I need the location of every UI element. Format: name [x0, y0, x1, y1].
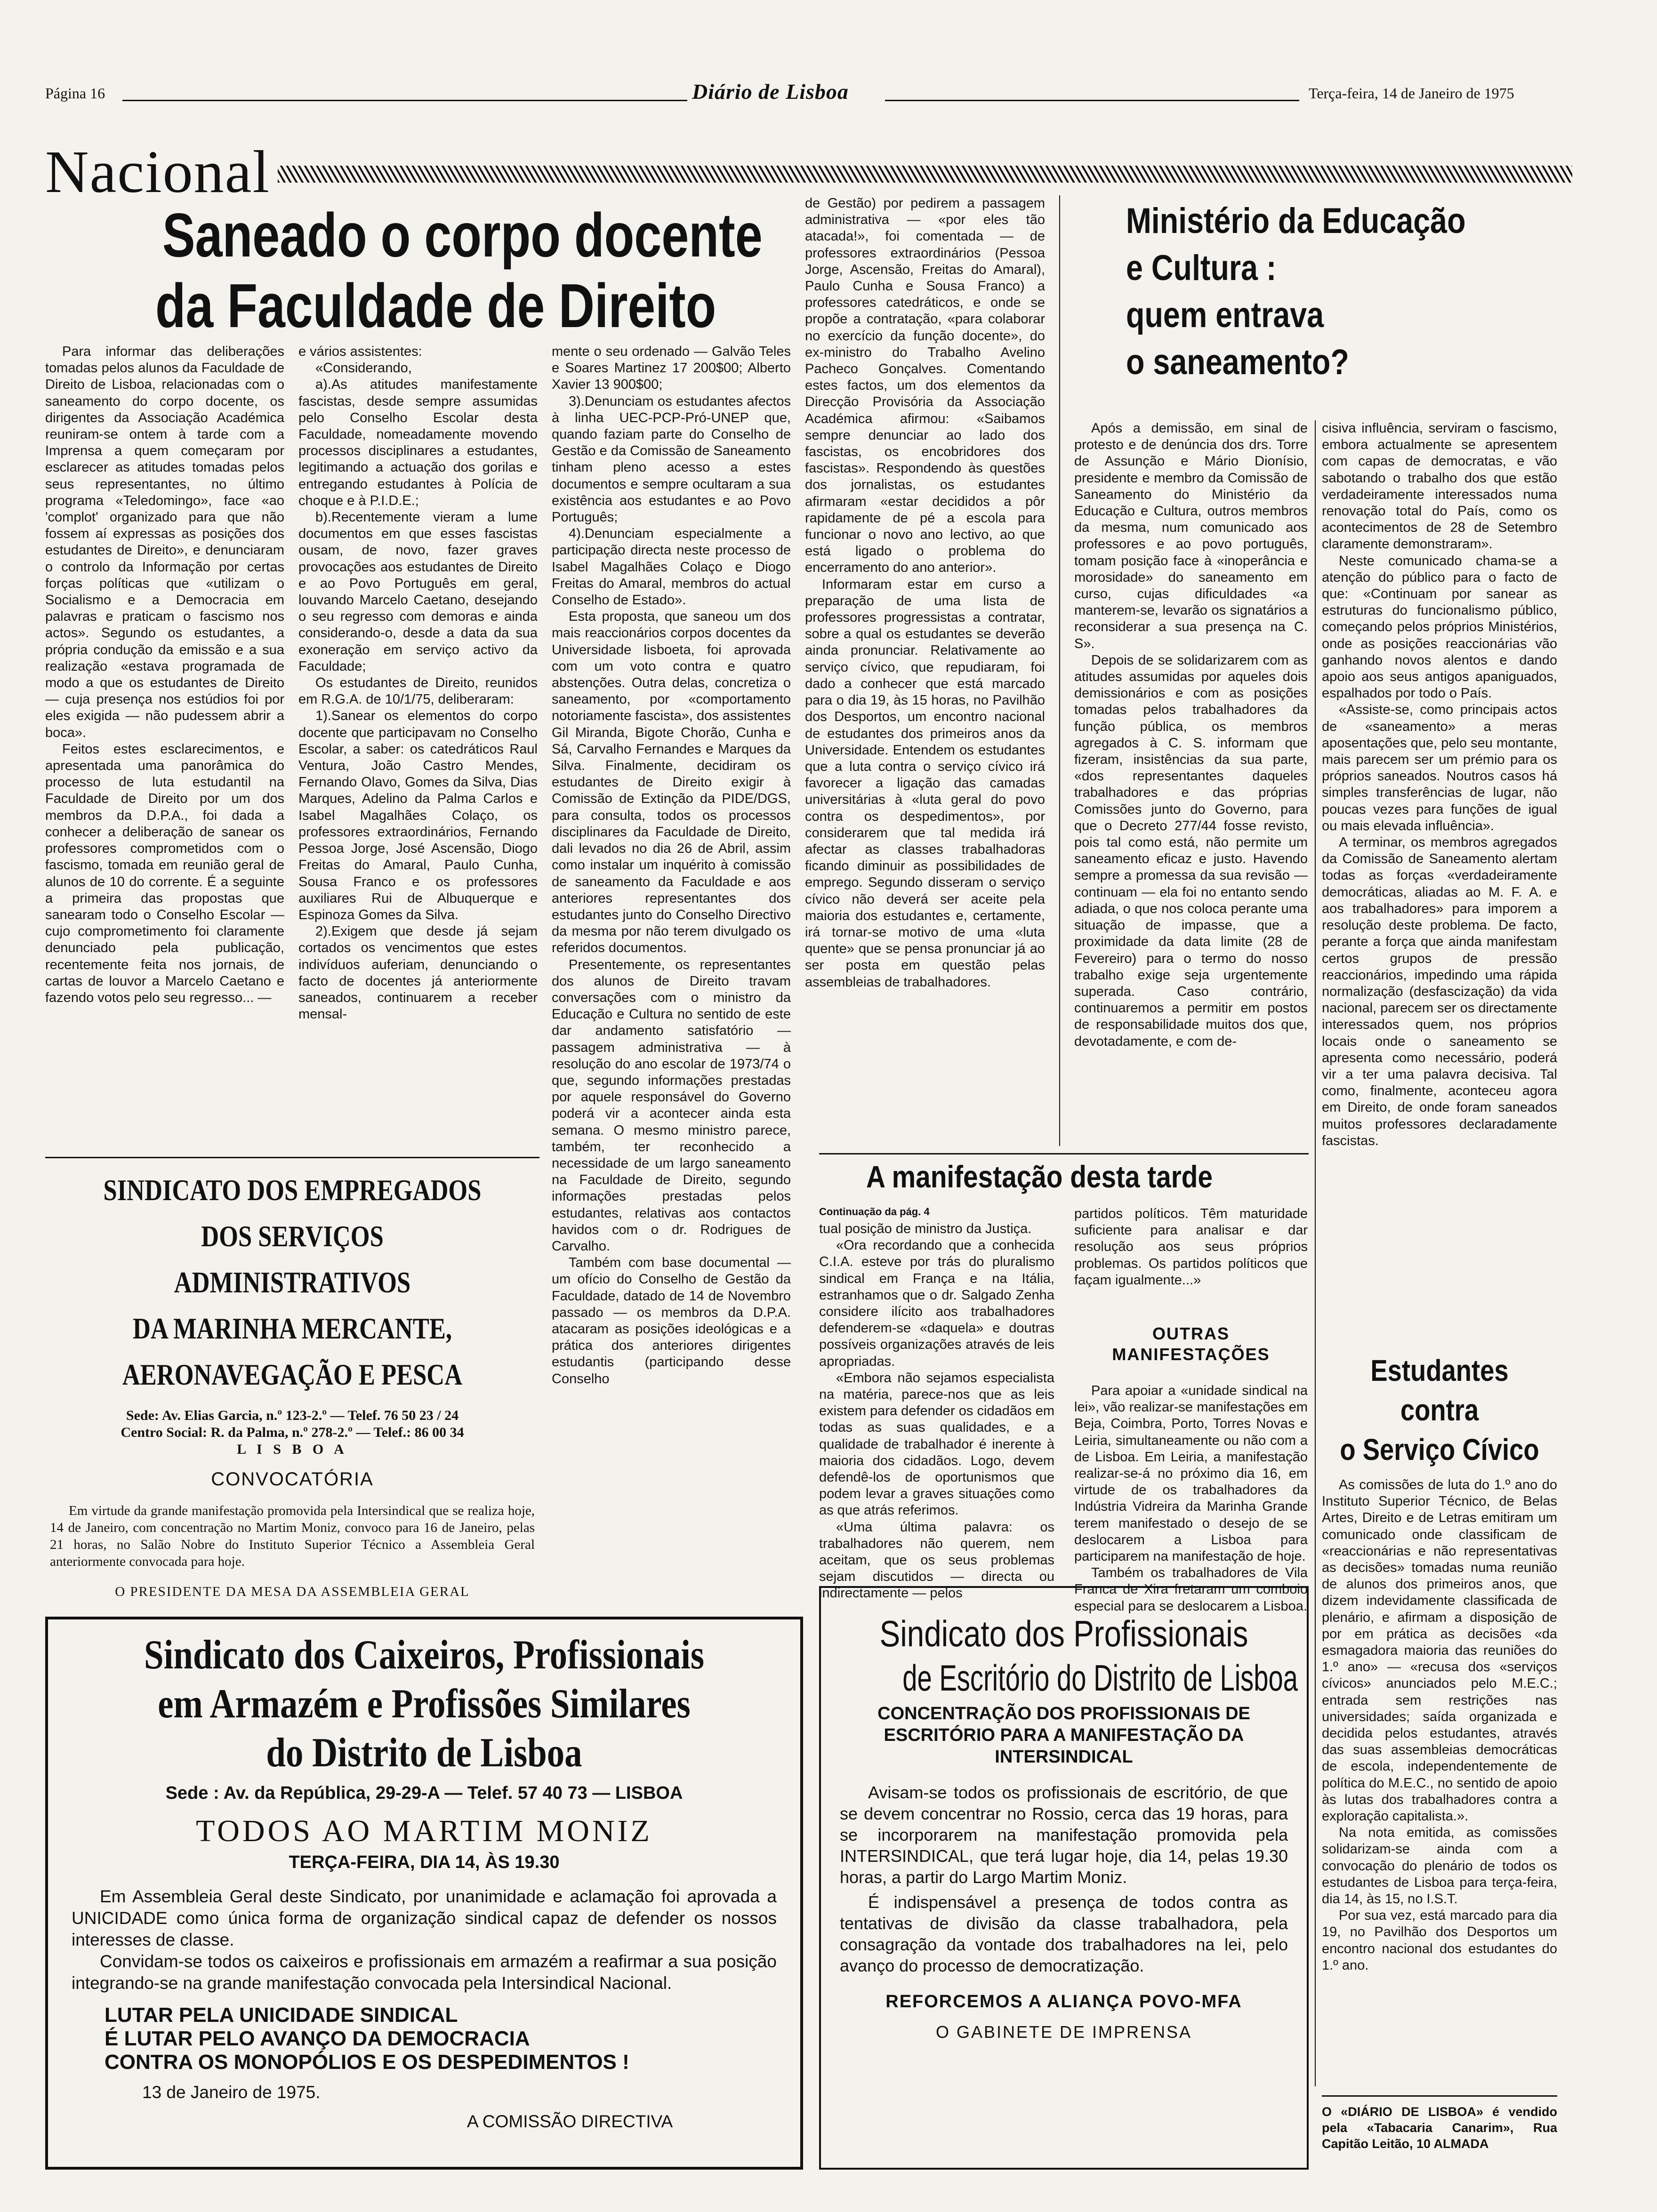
caixeiros-date: 13 de Janeiro de 1975. [142, 2083, 321, 2102]
masthead: Diário de Lisboa [692, 80, 849, 104]
caixeiros-ad [45, 1617, 803, 2170]
caixeiros-sede: Sede : Av. da República, 29-29-A — Telef. 57 40 73 — LISBOA [165, 1783, 683, 1803]
escritorio-body1: Avisam-se todos os profissionais de escritório, de que se devem concentrar no Rossio, cerca das 19 horas, para se incorporarem na manifestação promovida pela INTERSINDICAL, que terá lugar hoje, dia 14, pelas 19.30 horas, a partir do Largo Martim Moniz. [840, 1783, 1288, 1887]
caixeiros-line1: Sindicato dos Caixeiros, Profissionais [144, 1632, 705, 1678]
caixeiros-slogan1: LUTAR PELA UNICIDADE SINDICAL [105, 2004, 458, 2027]
escritorio-slogan: REFORCEMOS A ALIANÇA POVO-MFA [885, 1992, 1242, 2012]
caixeiros-line3: do Distrito de Lisboa [266, 1730, 582, 1776]
tabacaria-notice: O «DIÁRIO DE LISBOA» é vendido pela «Tabacaria Canarim», Rua Capitão Leitão, 10 ALMADA [1322, 2105, 1557, 2151]
marinha-line2: DOS SERVIÇOS ADMINISTRATIVOS [174, 1219, 411, 1299]
main-headline-line2: da Faculdade de Direito [155, 271, 716, 340]
main-article-col4: de Gestão) por pedirem a passagem administrativa — «por eles tão atacada!», foi comentada — de professores extraordinários (Pessoa Jorge, Ascensão, Freitas do Amaral), Paulo Cunha e Sousa Franco) a professores catedráticos, e onde se propõe a contratação, «para colaborar no exercício da função docente», do ex-ministro do Trabalho Avelino Pacheco Gonçalves. Comentando estes factos, um dos elementos da Direcção Provisória da Associação Académica afirmou: «Saibamos sempre denunciar ao lado dos fascistas, os encobridores dos fascistas». Respondendo às questões dos jornalistas, os estudantes afirmaram «estar decididos a pôr rapidamente de pé a escola para funcionar o novo ano lectivo, ao que está ligado o problema do encerramento do ano anterior». Informaram estar em curso a preparação de uma lista de professores progressistas a contratar, sobre a qual os estudantes se deverão ainda pronunciar. Relativamente ao serviço cívico, que repudiaram, foi dado a conhecer que está marcado para o dia 19, às 15 horas, no Pavilhão dos Desportos, um encontro nacional de estudantes dos primeiros anos da Universidade. Entendem os estudantes que a luta contra o serviço cívico irá favorecer a ligação das camadas universitárias à «luta geral do povo contra os despedimentos», por considerarem que tal medida irá afectar as classes trabalhadoras ficando diminuir as possibilidades de emprego. Segundo disseram o serviço cívico não deverá ser aceite pela maioria dos estudantes e, certamente, irá tornar-se motivo de uma «luta quente» que se pensa pronunciar já ao ser posta em questão pelas assembleias de trabalhadores. [805, 196, 1045, 990]
marinha-sede: Sede: Av. Elias Garcia, n.º 123-2.º — Telef. 76 50 23 / 24 [126, 1408, 459, 1423]
section-title: Nacional [45, 138, 270, 205]
marinha-line3: DA MARINHA MERCANTE, [133, 1312, 452, 1345]
issue-date: Terça-feira, 14 de Janeiro de 1975 [1309, 85, 1514, 102]
caixeiros-subtitle: TERÇA-FEIRA, DIA 14, ÀS 19.30 [289, 1852, 560, 1872]
ministerio-headline: Ministério da Educação e Cultura : quem entrava o saneamento? [1126, 201, 1466, 382]
escritorio-signature: O GABINETE DE IMPRENSA [935, 2022, 1192, 2042]
main-article-col1: Para informar das deliberações tomadas pelos alunos da Faculdade de Direito de Lisboa, relacionadas com o saneamento do corpo docente, os dirigentes da Associação Académica reuniram-se ontem à tarde com a Imprensa a quem começaram por esclarecer as atitudes tomadas pelos seus representantes, no último programa «Teledomingo», face «ao 'complot' organizado para que não fossem aí expressas as posições dos estudantes de Direito», e denunciaram o controlo da Informação por certas forças políticas que «utilizam o Socialismo e a Democracia em palavras e praticam o fascismo nos actos». Segundo os estudantes, a própria condução da emissão e a sua realização «estava programada de modo a que os estudantes de Direito — cuja presença nos estúdios foi por eles exigida — não pudessem abrir a boca». Feitos estes esclarecimentos, e apresentada uma panorâmica do processo de luta estudantil na Faculdade de Direito por um dos membros da D.P.A., foi dada a conhecer a deliberação de sanear os professores comprometidos com o fascismo, tomada em reunião geral de alunos de 10 do corrente. É a seguinte a primeira das propostas que sanearam todo o Conselho Escolar — cujo comprometimento foi claramente denunciado pela publicação, recentemente feita nos jornais, de cartas de louvor a Marcelo Caetano e fazendo votos pelo seu regresso... — [45, 344, 284, 1005]
manifestacao-headline: A manifestação desta tarde [866, 1159, 1213, 1194]
marinha-line4: AERONAVEGAÇÃO E PESCA [122, 1358, 463, 1391]
main-headline-line1: Saneado o corpo docente [162, 200, 763, 270]
caixeiros-body2: Convidam-se todos os caixeiros e profissionais em armazém a reafirmar a sua posição integrando-se na grande manifestação convocada pela Intersindical Nacional. [72, 1952, 777, 1993]
manifestacao-continued: Continuação da pág. 4 [819, 1206, 930, 1218]
estudantes-body: As comissões de luta do 1.º ano do Instituto Superior Técnico, de Belas Artes, Direito e de Letras emitiram um comunicado onde classificam de «reaccionárias e não representativas as decisões» tomadas numa reunião de alunos dos primeiros anos, que dizem indevidamente classificada de plenário, e afirmam a disposição de por em prática as decisões «da esmagadora maioria das reuniões do 1.º ano» — «recusa dos «serviços cívicos» anunciados pelo M.E.C.; entrada sem restrições nas universidades; saída organizada e decidida pelos estudantes, através das suas assembleias democráticas de escola, independentemente de política do M.E.C., no sentido de apoio às lutas dos trabalhadores contra a exploração capitalista.». Na nota emitida, as comissões solidarizam-se ainda com a convocação do plenário de todos os estudantes de Lisboa para terça-feira, dia 14, às 15, no I.S.T. Por sua vez, está marcado para dia 19, no Pavilhão dos Desportos um encontro nacional dos estudantes do 1.º ano. [1322, 1477, 1557, 1973]
escritorio-body2: É indispensável a presença de todos contra as tentativas de divisão da classe trabalhadora, pela consagração da vontade dos trabalhadores na lei, pelo avanço do processo de democratização. [840, 1892, 1288, 1975]
manifestacao-col1: tual posição de ministro da Justiça. «Ora recordando que a conhecida C.I.A. esteve por trás do pluralismo sindical em França e na Itália, estranhamos que o dr. Salgado Zenha considere ilícito aos trabalhadores defenderem-se «daquela» e doutras possíveis organizações através de leis apropriadas. «Embora não sejamos especialista na matéria, parece-nos que as leis existem para defender os cidadãos em todas as suas qualidades, e a qualidade de trabalhador é inerente à maioria dos cidadãos. Logo, devem defendê-los de oportunismos que podem levar a graves situações como as que atrás referimos. «Uma última palavra: os trabalhadores não querem, nem aceitam, que os seus problemas sejam discutidos — directa ou indirectamente — pelos [819, 1221, 1054, 1601]
escritorio-line2: de Escritório do Distrito de Lisboa [902, 1657, 1298, 1699]
estudantes-headline: Estudantes contra o Serviço Cívico [1340, 1354, 1539, 1467]
escritorio-sub2: ESCRITÓRIO PARA A MANIFESTAÇÃO DA [884, 1725, 1244, 1745]
ministerio-col2: cisiva influência, serviram o fascismo, embora actualmente se apresentem com capas de democratas, e vão sabotando o trabalho dos que estão verdadeiramente interessados numa renovação total do País, como os acontecimentos de 28 de Setembro claramente demonstraram». Neste comunicado chama-se a atenção do público para o facto de que: «Continuam por sanear as estruturas do funcionalismo público, começando pelos próprios Ministérios, onde as posições reaccionárias vão ganhando novos alentos e dando apoio aos seus antigos apaniguados, espalhados por todo o País. «Assiste-se, como principais actos de «saneamento» a meras aposentações que, pelo seu montante, mais parecem ser um prémio para os próprios saneados. Noutros casos há simples transferências de lugar, não poucas vezes para funções de igual ou mais elevada influência». A terminar, os membros agregados da Comissão de Saneamento alertam todas as forças «verdadeiramente democráticas, aliadas ao M. F. A. e aos trabalhadores» para imporem a resolução deste problema. De facto, perante a força que ainda manifestam certos grupos de pressão reaccionários, impedindo uma rápida normalização (desfascização) da vida nacional, parecem ser os directamente interessados quem, nos próprios locais onde o saneamento se apresenta como necessário, poderá vir a ter uma palavra decisiva. Tal como, finalmente, aconteceu agora em Direito, de onde foram saneados muitos professores declaradamente fascistas. [1322, 421, 1557, 1148]
caixeiros-slogan3: CONTRA OS MONOPÓLIOS E OS DESPEDIMENTOS ! [105, 2051, 629, 2074]
section-hatch [278, 166, 1572, 183]
manifestacao-col2: partidos políticos. Têm maturidade suficiente para analisar e dar resolução aos seus próprios problemas. Os partidos políticos que façam igualmente...» [1074, 1206, 1308, 1288]
marinha-body: Em virtude da grande manifestação promovida pela Intersindical que se realiza hoje, 14 de Janeiro, com concentração no Martim Moniz, convoco para 16 de Janeiro, pelas 21 horas, no Salão Nobre do Instituto Superior Técnico a Assembleia Geral anteriormente convocada para hoje. [50, 1503, 535, 1569]
escritorio-sub3: INTERSINDICAL [995, 1747, 1133, 1767]
escritorio-ad [819, 1586, 1309, 2170]
escritorio-line1: Sindicato dos Profissionais [879, 1613, 1248, 1654]
caixeiros-title: TODOS AO MARTIM MONIZ [196, 1814, 652, 1848]
caixeiros-slogan2: É LUTAR PELO AVANÇO DA DEMOCRACIA [105, 2027, 530, 2050]
marinha-line1: SINDICATO DOS EMPREGADOS [103, 1173, 482, 1207]
marinha-city: L I S B O A [237, 1442, 348, 1457]
main-article-col2: e vários assistentes: «Considerando, a).As atitudes manifestamente fascistas, desde sempre assumidas pelo Conselho Escolar desta Faculdade, nomeadamente movendo processos disciplinares a estudantes, legitimando a actuação dos gorilas e entregando estudantes à Polícia de choque e à P.I.D.E.; b).Recentemente vieram a lume documentos em que esses fascistas ousam, de novo, fazer graves provocações aos estudantes de Direito e ao Povo Português em geral, louvando Marcelo Caetano, desejando o seu regresso com demoras e ainda considerando-o, desde a data da sua exoneração em serviço activo da Faculdade; Os estudantes de Direito, reunidos em R.G.A. de 10/1/75, deliberaram: 1).Sanear os elementos do corpo docente que participavam no Conselho Escolar, a saber: os catedráticos Raul Ventura, João Castro Mendes, Fernando Olavo, Gomes da Silva, Dias Marques, Adelino da Palma Carlos e Isabel Magalhães Colaço, os professores extraordinários, Fernando Pessoa Jorge, José Ascensão, Diogo Freitas do Amaral, Paulo Cunha, Sousa Franco e os professores auxiliares Rui de Albuquerque e Espinoza Gomes da Silva. 2).Exigem que desde já sejam cortados os vencimentos que estes indivíduos auferiam, denunciando o facto de docentes já anteriormente saneados, continuarem a receber mensal- [298, 344, 538, 1022]
escritorio-sub1: CONCENTRAÇÃO DOS PROFISSIONAIS DE [877, 1704, 1250, 1723]
outras-title: OUTRAS MANIFESTAÇÕES [1112, 1324, 1270, 1364]
outras-body: Para apoiar a «unidade sindical na lei», vão realizar-se manifestações em Beja, Coimbra, Porto, Torres Novas e Leiria, simultaneamente ou não com a de Lisboa. Em Leiria, a manifestação realizar-se-á no próximo dia 16, em virtude de os trabalhadores da Indústria Vidreira da Marinha Grande terem manifestado o desejo de se deslocarem a Lisboa para participarem na manifestação de hoje. Também os trabalhadores de Vila Franca de Xira fretaram um comboio especial para se deslocarem a Lisboa. [1074, 1383, 1308, 1614]
marinha-convocatoria: CONVOCATÓRIA [211, 1469, 374, 1490]
ministerio-col1: Após a demissão, em sinal de protesto e de denúncia dos drs. Torre de Assunção e Mário Dionísio, presidente e membro da Comissão de Saneamento do Ministério da Educação e Cultura, outros membros da mesma, num comunicado aos professores e ao povo português, tomam posição face à «inoperância e morosidade» do saneamento em curso, cujas dificuldades «a manterem-se, levarão os signatários a reconsiderar a sua presença na C. S». Depois de se solidarizarem com as atitudes assumidas por aqueles dois demissionários e com as posições tomadas pelos trabalhadores da função pública, os membros agregados à C. S. informam que fizeram, insistências da sua parte, «dos representantes daqueles trabalhadores e das próprias Comissões junto do Governo, para que o Decreto 277/44 fosse revisto, pois tal como está, não permite um saneamento eficaz e justo. Havendo sempre a promessa da sua revisão — continuam — ela foi no entanto sendo adiada, o que nos coloca perante uma situação de impasse, que a proximidade da data limite (28 de Fevereiro) para o termo do nosso trabalho exige seja urgentemente superada. Caso contrário, continuaremos a permitir em postos de responsabilidade muitos dos que, devotadamente, e com de- [1074, 421, 1308, 1049]
page-number: Página 16 [45, 85, 105, 102]
caixeiros-body1: Em Assembleia Geral deste Sindicato, por unanimidade e aclamação foi aprovada a UNICIDADE como única forma de organização sindical capaz de defender os nossos interesses de classe. [72, 1887, 777, 1949]
marinha-signature: O PRESIDENTE DA MESA DA ASSEMBLEIA GERAL [115, 1584, 470, 1599]
main-article-col3: mente o seu ordenado — Galvão Teles e Soares Martinez 17 200$00; Alberto Xavier 13 900$00; 3).Denunciam os estudantes afectos à linha UEC-PCP-Pró-UNEP que, quando faziam parte do Conselho de Gestão e da Comissão de Saneamento tinham pleno acesso a estes documentos e sempre ocultaram a sua existência aos estudantes e ao Povo Português; 4).Denunciam especialmente a participação directa neste processo de Isabel Magalhães Colaço e Diogo Freitas do Amaral, membros do actual Conselho de Estado». Esta proposta, que saneou um dos mais reaccionários corpos docentes da Universidade lisboeta, foi aprovada com um voto contra e quatro abstenções. Outra delas, concretiza o saneamento, por «comportamento notoriamente fascista», dos assistentes Gil Miranda, Bigote Chorão, Cunha e Sá, Carvalho Fernandes e Marques da Silva. Finalmente, decidiram os estudantes de Direito exigir à Comissão de Extinção da PIDE/DGS, para consulta, todos os processos disciplinares da Faculdade de Direito, dali levados no dia 26 de Abril, assim como instalar um inquérito à comissão de saneamento da Faculdade e aos anteriores representantes dos estudantes junto do Conselho Directivo da mesma por não terem divulgado os referidos documentos. Presentemente, os representantes dos alunos de Direito travam conversações com o ministro da Educação e Cultura no sentido de este dar andamento satisfatório — passagem administrativa — à resolução do ano escolar de 1973/74 o que, segundo informações prestadas por aquele responsável do Governo poderá vir a acontecer ainda esta semana. O mesmo ministro parece, também, ter reconhecido a necessidade de um largo saneamento na Faculdade de Direito, segundo informações prestadas pelos estudantes, relativas aos contactos havidos com o dr. Rodrigues de Carvalho. Também com base documental — um ofício do Conselho de Gestão da Faculdade, datado de 14 de Novembro passado — os membros da D.P.A. atacaram as posições ideológicas e a prática dos anteriores dirigentes estudantis (participando desse Conselho [552, 344, 791, 1387]
caixeiros-line2: em Armazém e Profissões Similares [158, 1681, 691, 1727]
marinha-ad [45, 1167, 539, 1600]
marinha-centro: Centro Social: R. da Palma, n.º 278-2.º — Telef.: 86 00 34 [121, 1425, 464, 1440]
caixeiros-signature: A COMISSÃO DIRECTIVA [467, 2112, 673, 2131]
